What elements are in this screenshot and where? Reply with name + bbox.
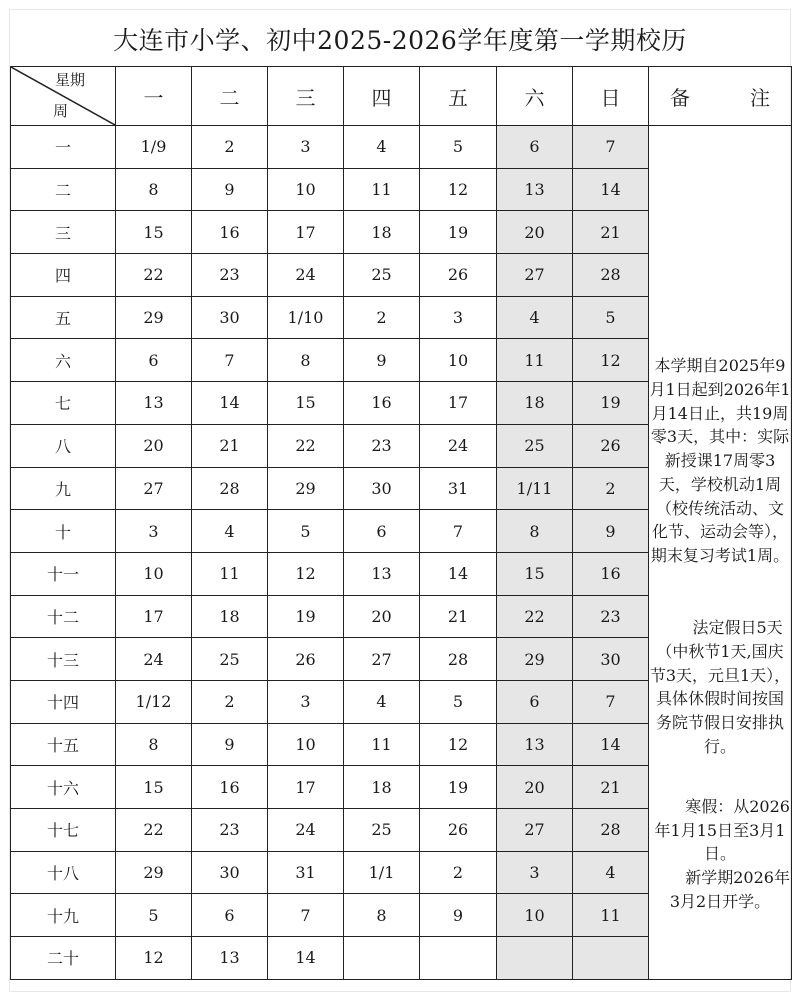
date-cell: 19 bbox=[420, 211, 497, 254]
notes-cell bbox=[649, 126, 792, 980]
date-cell: 4 bbox=[573, 851, 649, 894]
date-cell: 24 bbox=[268, 254, 344, 297]
day-header-fri: 五 bbox=[420, 67, 497, 126]
date-cell: 4 bbox=[344, 126, 420, 169]
date-cell: 31 bbox=[268, 851, 344, 894]
date-cell: 30 bbox=[192, 296, 268, 339]
date-cell: 3 bbox=[116, 510, 192, 553]
date-cell: 22 bbox=[268, 424, 344, 467]
week-number-cell: 十四 bbox=[11, 680, 116, 723]
date-cell: 23 bbox=[192, 809, 268, 852]
week-number-cell: 十二 bbox=[11, 595, 116, 638]
corner-header-cell bbox=[11, 67, 116, 126]
date-cell: 15 bbox=[116, 766, 192, 809]
week-number-cell: 十七 bbox=[11, 809, 116, 852]
date-cell: 14 bbox=[573, 168, 649, 211]
date-cell: 20 bbox=[116, 424, 192, 467]
date-cell: 22 bbox=[116, 809, 192, 852]
date-cell: 5 bbox=[573, 296, 649, 339]
date-cell: 7 bbox=[192, 339, 268, 382]
week-number-cell: 十八 bbox=[11, 851, 116, 894]
week-number-cell: 四 bbox=[11, 254, 116, 297]
date-cell: 25 bbox=[344, 254, 420, 297]
date-cell: 8 bbox=[344, 894, 420, 937]
date-cell: 10 bbox=[268, 723, 344, 766]
date-cell: 1/9 bbox=[116, 126, 192, 169]
date-cell: 30 bbox=[344, 467, 420, 510]
notes-header-char-1: 备 bbox=[670, 85, 690, 110]
week-number-cell: 十一 bbox=[11, 552, 116, 595]
date-cell: 12 bbox=[420, 168, 497, 211]
date-cell: 4 bbox=[344, 680, 420, 723]
date-cell: 27 bbox=[497, 809, 573, 852]
date-cell: 1/11 bbox=[497, 467, 573, 510]
week-number-cell: 十五 bbox=[11, 723, 116, 766]
date-cell: 3 bbox=[268, 680, 344, 723]
date-cell: 29 bbox=[268, 467, 344, 510]
date-cell: 8 bbox=[116, 723, 192, 766]
note-paragraph: 寒假：从2026年1月15日至3月1日。 bbox=[654, 796, 790, 864]
date-cell: 20 bbox=[497, 211, 573, 254]
date-cell: 8 bbox=[268, 339, 344, 382]
date-cell: 14 bbox=[573, 723, 649, 766]
day-header-sat: 六 bbox=[497, 67, 573, 126]
date-cell: 21 bbox=[573, 211, 649, 254]
week-number-cell: 十六 bbox=[11, 766, 116, 809]
week-number-cell: 三 bbox=[11, 211, 116, 254]
date-cell: 3 bbox=[497, 851, 573, 894]
date-cell: 11 bbox=[344, 168, 420, 211]
date-cell: 28 bbox=[420, 638, 497, 681]
date-cell: 15 bbox=[497, 552, 573, 595]
date-cell: 16 bbox=[573, 552, 649, 595]
date-cell: 18 bbox=[497, 382, 573, 425]
date-cell: 6 bbox=[192, 894, 268, 937]
date-cell: 25 bbox=[344, 809, 420, 852]
page-title: 大连市小学、初中2025-2026学年度第一学期校历 bbox=[113, 26, 687, 55]
date-cell: 27 bbox=[344, 638, 420, 681]
date-cell: 30 bbox=[573, 638, 649, 681]
date-cell: 26 bbox=[420, 254, 497, 297]
notes-header-char-2: 注 bbox=[750, 85, 770, 110]
date-cell: 2 bbox=[192, 126, 268, 169]
week-axis-label: 周 bbox=[53, 102, 69, 120]
date-cell: 26 bbox=[573, 424, 649, 467]
date-cell: 29 bbox=[116, 296, 192, 339]
date-cell bbox=[344, 937, 420, 980]
date-cell: 15 bbox=[116, 211, 192, 254]
date-cell: 23 bbox=[573, 595, 649, 638]
week-number-cell: 九 bbox=[11, 467, 116, 510]
header-row bbox=[11, 67, 792, 126]
date-cell: 5 bbox=[420, 680, 497, 723]
date-cell: 12 bbox=[573, 339, 649, 382]
day-header-thu: 四 bbox=[344, 67, 420, 126]
date-cell: 9 bbox=[573, 510, 649, 553]
date-cell: 9 bbox=[344, 339, 420, 382]
date-cell: 7 bbox=[420, 510, 497, 553]
date-cell bbox=[573, 937, 649, 980]
date-cell: 17 bbox=[268, 766, 344, 809]
date-cell: 4 bbox=[497, 296, 573, 339]
date-cell: 13 bbox=[344, 552, 420, 595]
date-cell: 24 bbox=[116, 638, 192, 681]
date-cell: 5 bbox=[420, 126, 497, 169]
date-cell: 17 bbox=[420, 382, 497, 425]
date-cell: 8 bbox=[116, 168, 192, 211]
date-cell: 5 bbox=[268, 510, 344, 553]
week-number-cell: 八 bbox=[11, 424, 116, 467]
date-cell: 18 bbox=[344, 211, 420, 254]
date-cell: 23 bbox=[344, 424, 420, 467]
week-number-cell: 二 bbox=[11, 168, 116, 211]
date-cell: 28 bbox=[192, 467, 268, 510]
date-cell: 11 bbox=[497, 339, 573, 382]
date-cell: 10 bbox=[268, 168, 344, 211]
date-cell: 7 bbox=[268, 894, 344, 937]
date-cell: 14 bbox=[192, 382, 268, 425]
date-cell: 30 bbox=[192, 851, 268, 894]
date-cell: 13 bbox=[497, 723, 573, 766]
date-cell: 28 bbox=[573, 809, 649, 852]
date-cell: 29 bbox=[116, 851, 192, 894]
note-paragraph: 法定假日5天（中秋节1天,国庆节3天，元旦1天），具体休假时间按国务院节假日安排执行。 bbox=[649, 618, 791, 757]
date-cell: 11 bbox=[573, 894, 649, 937]
date-cell: 23 bbox=[192, 254, 268, 297]
date-cell: 18 bbox=[192, 595, 268, 638]
date-cell: 10 bbox=[497, 894, 573, 937]
date-cell: 7 bbox=[573, 126, 649, 169]
date-cell: 27 bbox=[116, 467, 192, 510]
date-cell: 21 bbox=[420, 595, 497, 638]
date-cell: 6 bbox=[116, 339, 192, 382]
date-cell: 29 bbox=[497, 638, 573, 681]
date-cell: 6 bbox=[497, 680, 573, 723]
date-cell: 31 bbox=[420, 467, 497, 510]
date-cell: 14 bbox=[420, 552, 497, 595]
date-cell: 6 bbox=[497, 126, 573, 169]
week-number-cell: 十三 bbox=[11, 638, 116, 681]
date-cell: 10 bbox=[420, 339, 497, 382]
date-cell: 25 bbox=[192, 638, 268, 681]
date-cell: 15 bbox=[268, 382, 344, 425]
date-cell: 2 bbox=[573, 467, 649, 510]
date-cell: 16 bbox=[192, 766, 268, 809]
date-cell: 16 bbox=[192, 211, 268, 254]
date-cell: 21 bbox=[573, 766, 649, 809]
date-cell: 1/12 bbox=[116, 680, 192, 723]
date-cell: 20 bbox=[497, 766, 573, 809]
date-cell: 13 bbox=[116, 382, 192, 425]
week-number-cell: 十九 bbox=[11, 894, 116, 937]
date-cell: 8 bbox=[497, 510, 573, 553]
date-cell: 7 bbox=[573, 680, 649, 723]
day-header-tue: 二 bbox=[192, 67, 268, 126]
date-cell: 22 bbox=[116, 254, 192, 297]
week-number-cell: 六 bbox=[11, 339, 116, 382]
date-cell: 4 bbox=[192, 510, 268, 553]
date-cell: 12 bbox=[268, 552, 344, 595]
date-cell: 3 bbox=[268, 126, 344, 169]
date-cell: 6 bbox=[344, 510, 420, 553]
date-cell: 5 bbox=[116, 894, 192, 937]
date-cell: 2 bbox=[344, 296, 420, 339]
date-cell bbox=[497, 937, 573, 980]
date-cell: 19 bbox=[573, 382, 649, 425]
day-header-wed: 三 bbox=[268, 67, 344, 126]
date-cell: 9 bbox=[192, 168, 268, 211]
date-cell: 9 bbox=[420, 894, 497, 937]
week-number-cell: 二十 bbox=[11, 937, 116, 980]
date-cell: 3 bbox=[420, 296, 497, 339]
date-cell: 10 bbox=[116, 552, 192, 595]
date-cell: 14 bbox=[268, 937, 344, 980]
date-cell: 27 bbox=[497, 254, 573, 297]
date-cell: 26 bbox=[268, 638, 344, 681]
date-cell: 12 bbox=[116, 937, 192, 980]
note-paragraph: 本学期自2025年9月1日起到2026年1月14日止，共19周零3天，其中：实际新授课17周零3天，学校机动1周（校传统活动、文化节、运动会等），期末复习考试1周。 bbox=[649, 355, 791, 566]
date-cell bbox=[420, 937, 497, 980]
week-number-cell: 七 bbox=[11, 382, 116, 425]
week-number-cell: 十 bbox=[11, 510, 116, 553]
date-cell: 19 bbox=[420, 766, 497, 809]
date-cell: 26 bbox=[420, 809, 497, 852]
date-cell: 17 bbox=[116, 595, 192, 638]
note-paragraph: 新学期2026年3月2日开学。 bbox=[669, 868, 790, 912]
date-cell: 11 bbox=[344, 723, 420, 766]
date-cell: 25 bbox=[497, 424, 573, 467]
date-cell: 18 bbox=[344, 766, 420, 809]
day-header-mon: 一 bbox=[116, 67, 192, 126]
date-cell: 1/10 bbox=[268, 296, 344, 339]
weekday-axis-label: 星期 bbox=[54, 71, 85, 89]
date-cell: 1/1 bbox=[344, 851, 420, 894]
date-cell: 16 bbox=[344, 382, 420, 425]
day-header-sun: 日 bbox=[573, 67, 649, 126]
date-cell: 28 bbox=[573, 254, 649, 297]
date-cell: 11 bbox=[192, 552, 268, 595]
date-cell: 17 bbox=[268, 211, 344, 254]
date-cell: 13 bbox=[192, 937, 268, 980]
date-cell: 24 bbox=[268, 809, 344, 852]
date-cell: 2 bbox=[420, 851, 497, 894]
week-number-cell: 五 bbox=[11, 296, 116, 339]
date-cell: 12 bbox=[420, 723, 497, 766]
week-row bbox=[11, 126, 792, 169]
calendar-table bbox=[10, 66, 792, 980]
notes-header bbox=[649, 67, 792, 126]
date-cell: 24 bbox=[420, 424, 497, 467]
date-cell: 2 bbox=[192, 680, 268, 723]
date-cell: 20 bbox=[344, 595, 420, 638]
week-number-cell: 一 bbox=[11, 126, 116, 169]
date-cell: 19 bbox=[268, 595, 344, 638]
date-cell: 22 bbox=[497, 595, 573, 638]
date-cell: 21 bbox=[192, 424, 268, 467]
date-cell: 9 bbox=[192, 723, 268, 766]
date-cell: 13 bbox=[497, 168, 573, 211]
